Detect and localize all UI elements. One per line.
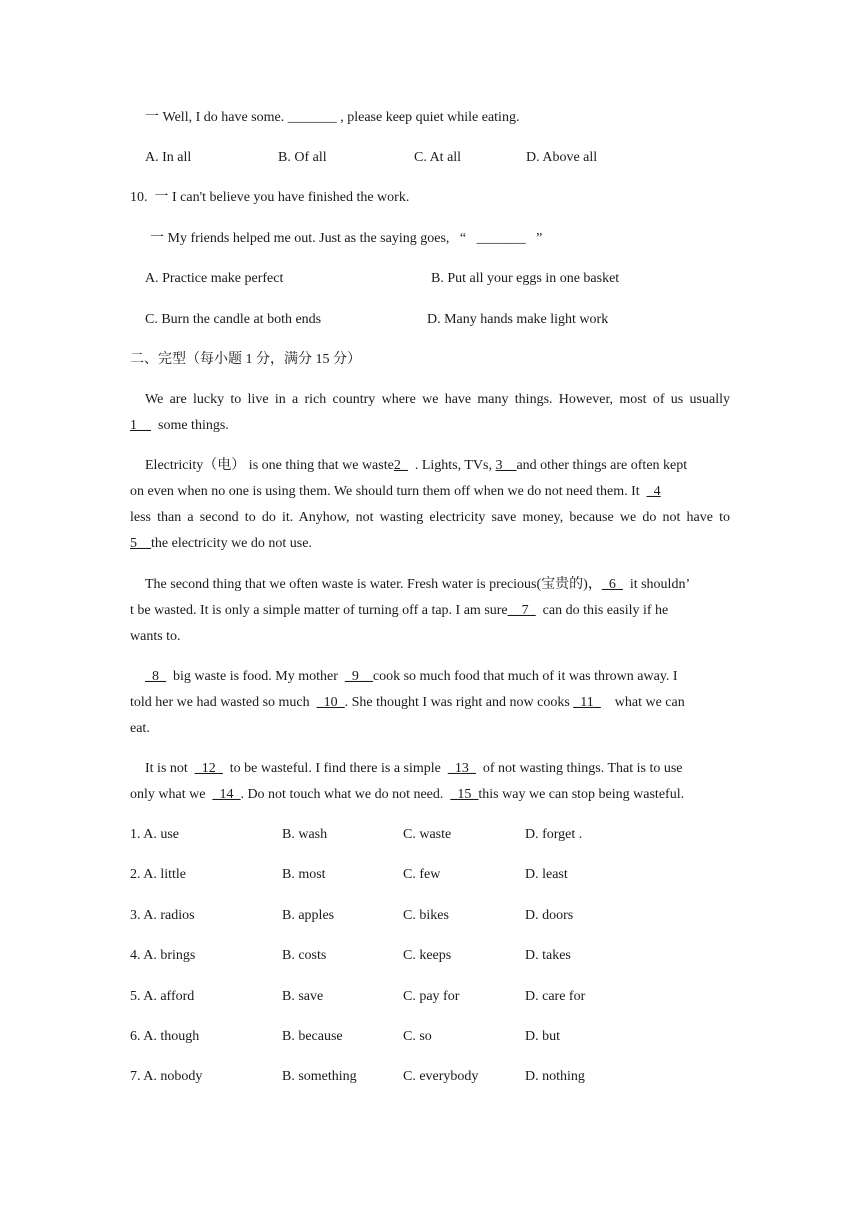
option-4-d: D. takes — [525, 948, 571, 963]
passage-p2-line4: 5__the electricity we do not use. — [130, 536, 312, 551]
q10-option-a: A. Practice make perfect — [145, 271, 284, 286]
option-7-c: C. everybody — [403, 1069, 479, 1084]
blank-15: _15_ — [450, 787, 479, 802]
option-5-a: 5. A. afford — [130, 989, 195, 1004]
q9-option-a: A. In all — [145, 150, 192, 165]
passage-p4-line3: eat. — [130, 721, 150, 736]
blank-13: _13_ — [447, 761, 476, 776]
passage-p3-line3: wants to. — [130, 629, 181, 644]
option-4-a: 4. A. brings — [130, 948, 196, 963]
option-6-c: C. so — [403, 1029, 432, 1044]
option-7-b: B. something — [282, 1069, 357, 1084]
blank-12: _12_ — [194, 761, 223, 776]
q10-option-b: B. Put all your eggs in one basket — [431, 271, 620, 286]
option-5-d: D. care for — [525, 989, 586, 1004]
passage-p1-line2: 1__ some things. — [130, 418, 229, 433]
option-2-d: D. least — [525, 867, 568, 882]
q10-option-d: D. Many hands make light work — [427, 312, 609, 327]
passage-p2-line3: less than a second to do it. Anyhow, not wasting electricity save money, because we do not have to — [130, 510, 730, 525]
option-3-d: D. doors — [525, 908, 574, 923]
option-3-b: B. apples — [282, 908, 335, 923]
option-3-a: 3. A. radios — [130, 908, 195, 923]
option-4-c: C. keeps — [403, 948, 452, 963]
q9-stem: 一 Well, I do have some. _______ , please keep quiet while eating. — [145, 110, 520, 125]
q10-stem-reply: 一 My friends helped me out. Just as the saying goes, “ _______ ” — [150, 231, 543, 246]
q10-option-c: C. Burn the candle at both ends — [145, 312, 322, 327]
passage-p1-line1: We are lucky to live in a rich country where we have many things. However, most of us usually — [145, 392, 730, 407]
passage-p3-line1: The second thing that we often waste is water. Fresh water is precious(宝贵的)，_6_ it shouldn’ — [145, 577, 691, 592]
section-heading: 二、完型（每小题 1 分，满分 15 分） — [130, 352, 361, 367]
passage-p3-line2: t be wasted. It is only a simple matter of turning off a tap. I am sure__7_ can do this easily if he — [130, 603, 669, 618]
blank-9: _9__ — [344, 669, 373, 684]
q9-option-c: C. At all — [414, 150, 462, 165]
blank-14: _14_ — [212, 787, 241, 802]
blank-3: 3__ — [495, 458, 517, 473]
passage-p2-line1: Electricity（电） is one thing that we waste2_ . Lights, TVs, 3__and other things are often kept — [145, 458, 688, 473]
option-5-b: B. save — [282, 989, 324, 1004]
passage-p5-line1: It is not _12_ to be wasteful. I find there is a simple _13_ of not wasting things. That is to use — [145, 761, 683, 776]
option-2-c: C. few — [403, 867, 441, 882]
q9-option-d: D. Above all — [526, 150, 598, 165]
option-1-c: C. waste — [403, 827, 452, 842]
option-2-a: 2. A. little — [130, 867, 186, 882]
blank-10: _10_ — [316, 695, 345, 710]
option-4-b: B. costs — [282, 948, 327, 963]
passage-p4-line1: _8_ big waste is food. My mother _9__cook so much food that much of it was thrown away. I — [145, 669, 678, 684]
option-5-c: C. pay for — [403, 989, 460, 1004]
option-1-a: 1. A. use — [130, 827, 179, 842]
option-7-a: 7. A. nobody — [130, 1069, 203, 1084]
blank-5: 5__ — [130, 536, 151, 551]
passage-p5-line2: only what we _14_. Do not touch what we do not need. _15_this way we can stop being wasteful. — [130, 787, 685, 802]
option-6-d: D. but — [525, 1029, 560, 1044]
option-1-b: B. wash — [282, 827, 328, 842]
q10-stem: 10. 一 I can't believe you have finished the work. — [130, 190, 410, 205]
option-6-a: 6. A. though — [130, 1029, 200, 1044]
blank-1: 1__ — [130, 418, 151, 433]
blank-4: _4 — [646, 484, 661, 499]
blank-6: _6_ — [601, 577, 623, 592]
option-6-b: B. because — [282, 1029, 343, 1044]
option-2-b: B. most — [282, 867, 326, 882]
blank-2: 2_ — [393, 458, 408, 473]
option-1-d: D. forget . — [525, 827, 583, 842]
blank-7: __7_ — [507, 603, 536, 618]
q9-option-b: B. Of all — [278, 150, 327, 165]
option-7-d: D. nothing — [525, 1069, 585, 1084]
passage-p2-line2: on even when no one is using them. We should turn them off when we do not need them. It _4 — [130, 484, 661, 499]
blank-11: _11_ — [573, 695, 601, 710]
passage-p4-line2: told her we had wasted so much _10_. She thought I was right and now cooks _11_ what we can — [130, 695, 685, 710]
blank-8: _8_ — [145, 669, 166, 684]
option-3-c: C. bikes — [403, 908, 449, 923]
